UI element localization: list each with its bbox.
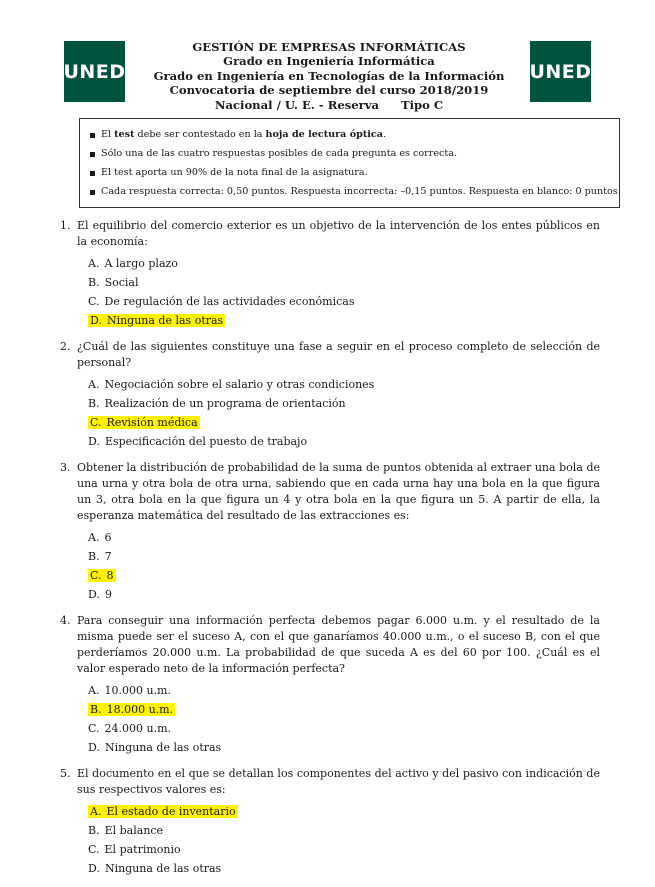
question-stem <box>60 218 600 250</box>
option-letter: D. <box>88 862 100 875</box>
answer-option <box>88 700 600 719</box>
option-letter: D. <box>88 741 100 754</box>
answer-option <box>88 254 600 273</box>
option-text: Revisión médica <box>106 416 198 429</box>
option-text: Ninguna de las otras <box>106 314 224 327</box>
option-letter: B. <box>88 550 100 563</box>
option-list <box>60 802 600 878</box>
answer-option <box>88 821 600 840</box>
degree-line-1: Grado en Ingeniería Informática <box>223 54 435 69</box>
answer-option <box>88 528 600 547</box>
option-list <box>60 528 600 604</box>
answer-option <box>88 311 600 330</box>
option-text: El balance <box>104 824 164 837</box>
uned-logo-right <box>530 41 591 102</box>
option-letter: A. <box>88 257 100 270</box>
option-content <box>88 862 221 875</box>
correct-answer-highlight <box>88 416 200 429</box>
question-stem <box>60 339 600 371</box>
answer-option <box>88 547 600 566</box>
option-letter: C. <box>90 569 102 582</box>
option-text: 18.000 u.m. <box>106 703 174 716</box>
option-text: El estado de inventario <box>106 805 236 818</box>
answer-option <box>88 840 600 859</box>
option-letter: B. <box>90 703 102 716</box>
question-number: 2. <box>60 340 71 353</box>
option-content <box>88 397 346 410</box>
question-text: Obtener la distribución de probabilidad de la suma de puntos obtenida al extraer una bola de una urna y otra bola de otra urna, sabiendo que en cada urna hay una bola en la que figura un 3, otra bola en la que figura un 4 y otra bola en la que figura un 5. A partir de ella, la esperanza matemática del resultado de las extracciones es: <box>77 461 600 522</box>
correct-answer-highlight <box>88 805 238 818</box>
question-2 <box>60 339 600 451</box>
option-letter: A. <box>88 378 100 391</box>
answer-option <box>88 719 600 738</box>
option-content <box>88 588 112 601</box>
option-content <box>88 531 111 544</box>
question-number: 4. <box>60 614 71 627</box>
answer-option <box>88 375 600 394</box>
exam-type-row <box>135 98 523 112</box>
instruction-item: Sólo una de las cuatro respuestas posibles de cada pregunta es correcta. <box>90 145 619 164</box>
question-number: 5. <box>60 767 71 780</box>
option-content <box>88 435 307 448</box>
option-text: Especificación del puesto de trabajo <box>104 435 308 448</box>
option-list <box>60 375 600 451</box>
question-4 <box>60 613 600 757</box>
exam-modality: Nacional / U. E. - Reserva <box>214 97 379 112</box>
option-content <box>88 550 112 563</box>
answer-option <box>88 859 600 878</box>
answer-option <box>88 273 600 292</box>
instruction-item: Cada respuesta correcta: 0,50 puntos. Respuesta incorrecta: –0,15 puntos. Respuesta en blanco: 0 puntos. <box>90 183 619 202</box>
option-letter: C. <box>88 722 100 735</box>
option-text: A largo plazo <box>104 257 178 270</box>
exam-header <box>135 40 523 112</box>
option-list <box>60 681 600 757</box>
option-text: 10.000 u.m. <box>104 684 171 697</box>
option-letter: B. <box>88 276 100 289</box>
instruction-item: El test debe ser contestado en la hoja de lectura óptica. <box>90 126 619 145</box>
question-number: 3. <box>60 461 71 474</box>
question-1 <box>60 218 600 330</box>
question-5 <box>60 766 600 878</box>
option-letter: C. <box>88 843 100 856</box>
logo-text: UNED <box>63 60 126 83</box>
option-content <box>88 824 163 837</box>
option-letter: D. <box>88 435 100 448</box>
option-text: 6 <box>104 531 112 544</box>
option-letter: B. <box>88 824 100 837</box>
answer-option <box>88 292 600 311</box>
option-text: Negociación sobre el salario y otras condiciones <box>104 378 375 391</box>
option-text: Realización de un programa de orientación <box>104 397 346 410</box>
option-content <box>88 722 171 735</box>
option-text: 24.000 u.m. <box>104 722 172 735</box>
correct-answer-highlight <box>88 703 175 716</box>
answer-option <box>88 566 600 585</box>
option-content <box>88 378 374 391</box>
option-text: 9 <box>104 588 112 601</box>
answer-option <box>88 432 600 451</box>
option-letter: C. <box>88 295 100 308</box>
answer-option <box>88 738 600 757</box>
option-content <box>88 684 171 697</box>
option-content <box>88 295 354 308</box>
question-text: Para conseguir una información perfecta debemos pagar 6.000 u.m. y el resultado de la misma puede ser el suceso A, con el que ganaríamos 40.000 u.m., o el suceso B, con el que perderíamos 20.000 u.m. La probabilidad de que suceda A es del 60 por 100. ¿Cuál es el valor esperado neto de la información perfecta? <box>77 614 600 675</box>
degree-line-2: Grado en Ingeniería en Tecnologías de la Información <box>153 68 505 83</box>
answer-option <box>88 394 600 413</box>
option-text: Ninguna de las otras <box>104 741 222 754</box>
option-letter: D. <box>88 588 100 601</box>
option-content <box>88 276 139 289</box>
option-letter: A. <box>88 531 100 544</box>
logo-text: UNED <box>529 60 592 83</box>
option-text: De regulación de las actividades económicas <box>104 295 355 308</box>
answer-option <box>88 802 600 821</box>
option-letter: A. <box>90 805 102 818</box>
question-3 <box>60 460 600 604</box>
question-stem <box>60 766 600 798</box>
question-text: ¿Cuál de las siguientes constituye una fase a seguir en el proceso completo de selección de personal? <box>77 340 600 369</box>
option-content <box>88 843 181 856</box>
option-content <box>88 257 178 270</box>
uned-logo-left <box>64 41 125 102</box>
option-text: 8 <box>106 569 114 582</box>
option-letter: D. <box>90 314 102 327</box>
course-title: GESTIÓN DE EMPRESAS INFORMÁTICAS <box>192 40 466 54</box>
answer-option <box>88 413 600 432</box>
question-text: El equilibrio del comercio exterior es un objetivo de la intervención de los entes públicos en la economía: <box>77 219 600 248</box>
question-list <box>60 218 600 887</box>
instructions-box <box>79 118 620 208</box>
option-content <box>88 741 221 754</box>
option-text: 7 <box>104 550 112 563</box>
question-stem <box>60 460 600 524</box>
question-stem <box>60 613 600 677</box>
exam-tipo: Tipo C <box>400 97 444 112</box>
option-text: Social <box>104 276 139 289</box>
option-text: El patrimonio <box>104 843 181 856</box>
option-list <box>60 254 600 330</box>
exam-session: Convocatoria de septiembre del curso 2018/2019 <box>169 83 489 98</box>
instruction-item: El test aporta un 90% de la nota final de la asignatura. <box>90 164 619 183</box>
answer-option <box>88 681 600 700</box>
correct-answer-highlight <box>88 569 116 582</box>
correct-answer-highlight <box>88 314 225 327</box>
option-letter: C. <box>90 416 102 429</box>
question-number: 1. <box>60 219 71 232</box>
answer-option <box>88 585 600 604</box>
option-text: Ninguna de las otras <box>104 862 222 875</box>
option-letter: A. <box>88 684 100 697</box>
option-letter: B. <box>88 397 100 410</box>
question-text: El documento en el que se detallan los componentes del activo y del pasivo con indicación de sus respectivos valores es: <box>77 767 600 796</box>
